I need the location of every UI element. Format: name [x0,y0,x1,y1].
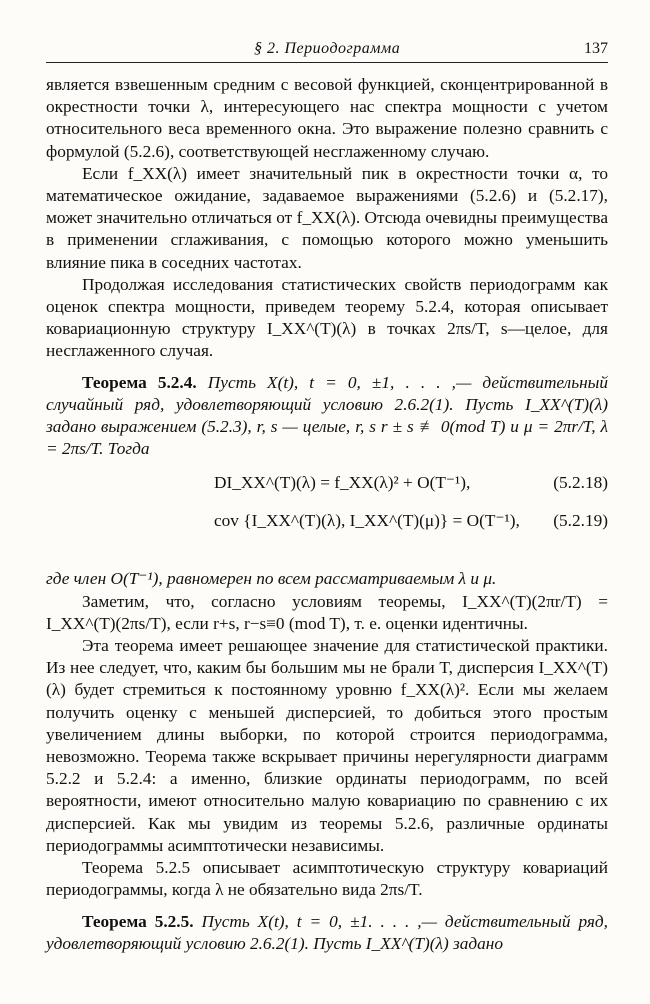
theorem-524-label: Теорема 5.2.4. [82,372,197,392]
equation-number: (5.2.18) [553,473,608,493]
page-number: 137 [584,40,608,57]
equation-formula: DI_XX^(T)(λ) = f_XX(λ)² + O(T⁻¹), [214,473,471,493]
paragraph-2: Если f_XX(λ) имеет значительный пик в окрестности точки α, то математическое ожидание, задаваемое выражениями (5.2.6) и (5.2.17), может значительно отличаться от f_XX(λ). Отсюда очевидны преимущества в применении сглаживания, с помощью которого можно уменьшить влияние пика в соседних частотах. [46,163,608,272]
spacer [46,546,608,568]
paragraph-6: Теорема 5.2.5 описывает асимптотическую структуру ковариаций периодограммы, когда λ не обязательно вида 2πs/T. [46,858,608,900]
theorem-524 [46,372,608,461]
equation-5-2-19 [46,508,608,536]
page-body [46,74,608,955]
header-rule [46,62,608,63]
book-page [46,0,608,1004]
after-equation-text: где член O(T⁻¹), равномерен по всем рассматриваемым λ и μ. [46,569,497,589]
paragraph-1: является взвешенным средним с весовой функцией, сконцентрированной в окрестности точки λ, интересующего нас спектра мощности с учетом относительного веса временного окна. Это выражение полезно сравнить с формулой (5.2.6), соответствующей несглаженному случаю. [46,75,608,161]
running-header [46,38,608,62]
theorem-525 [46,911,608,955]
equation-number: (5.2.19) [553,511,608,531]
theorem-525-text: Пусть X(t), t = 0, ±1. . . . ,— действительный ряд, удовлетворяющий условию 2.6.2(1). Пусть I_XX^(T)(λ) задано [46,911,608,953]
theorem-524-text: Пусть X(t), t = 0, ±1, . . . ,— действительный случайный ряд, удовлетворяющий условию 2.6.2(1). Пусть I_XX^(T)(λ) задано выражением (5.2.3), r, s — целые, r, s r ± s ≢ 0(mod T) и μ = 2πr/T, λ = 2πs/T. Тогда [46,372,608,459]
paragraph-4: Заметим, что, согласно условиям теоремы, I_XX^(T)(2πr/T) = I_XX^(T)(2πs/T), если r+s, r−s≡0 (mod T), т. е. оценки идентичны. [46,591,608,633]
equation-5-2-18 [46,470,608,498]
paragraph-5: Эта теорема имеет решающее значение для статистической практики. Из нее следует, что, каким бы большим мы не брали T, дисперсия I_XX^(T)(λ) будет стремиться к постоянному уровню f_XX(λ)². Если мы желаем получить оценку с меньшей дисперсией, то добиться этого простым увеличением длины выборки, по которой строится периодограмма, невозможно. Теорема также вскрывает причины нерегулярности диаграмм 5.2.2 и 5.2.4: а именно, близкие ординаты периодограмм, по всей вероятности, имеют относительно малую ковариацию по сравнению с их дисперсией. Как мы увидим из теоремы 5.2.6, различные ординаты периодограммы асимптотически независимы. [46,636,608,855]
running-title: § 2. Периодограмма [254,40,401,57]
equation-formula: cov {I_XX^(T)(λ), I_XX^(T)(μ)} = O(T⁻¹), [214,511,520,531]
theorem-525-label: Теорема 5.2.5. [82,911,194,931]
paragraph-3: Продолжая исследования статистических свойств периодограмм как оценок спектра мощности, приведем теорему 5.2.4, которая описывает ковариационную структуру I_XX^(T)(λ) в точках 2πs/T, s—целое, для несглаженного случая. [46,274,608,361]
